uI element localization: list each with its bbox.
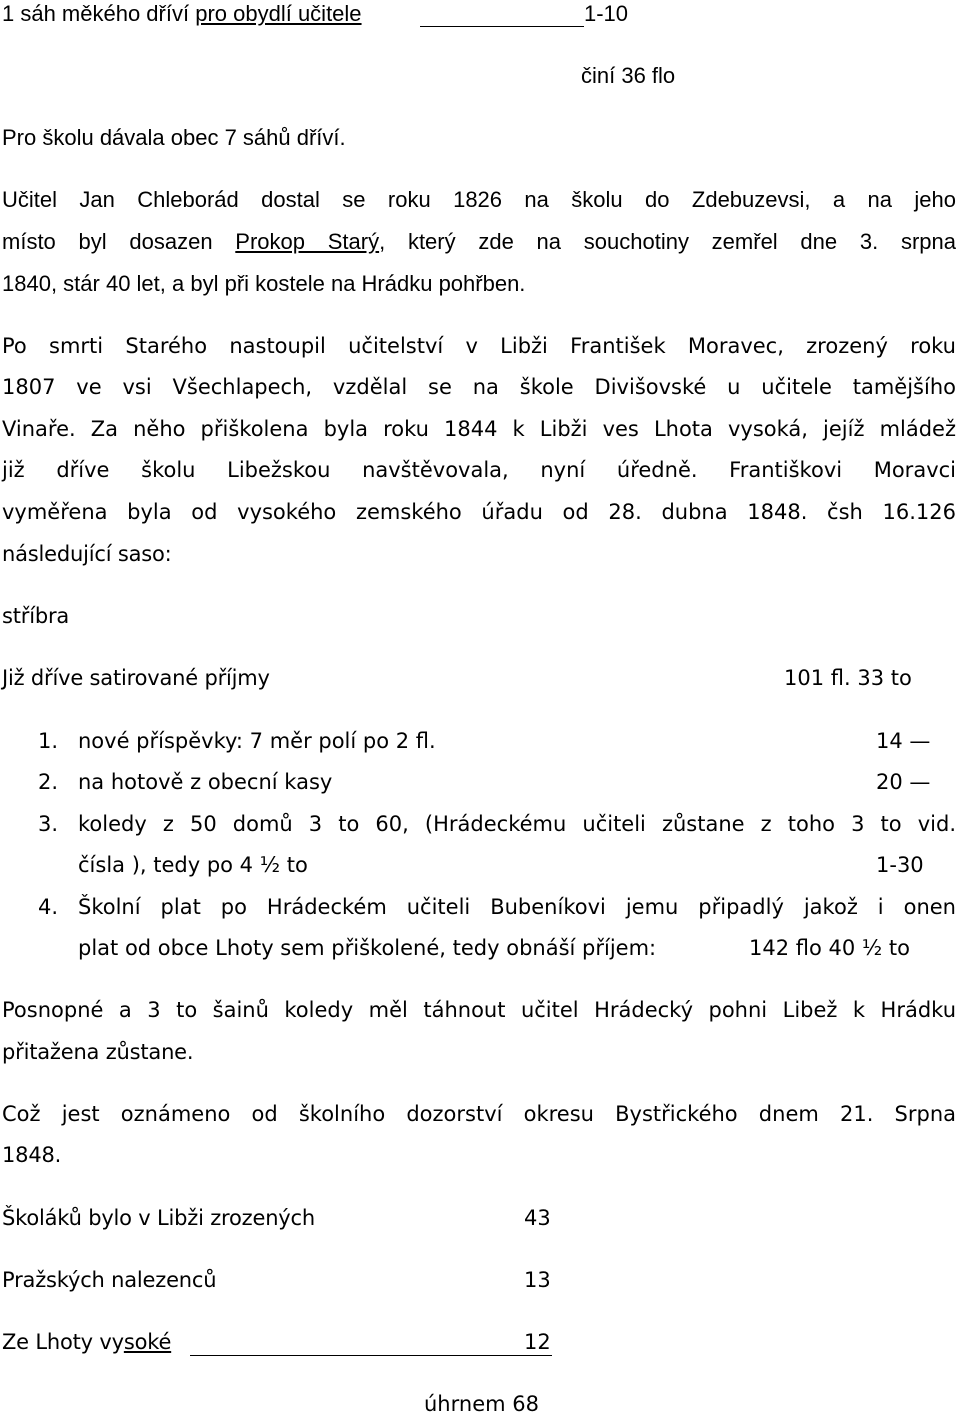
para2-line6: následující saso: bbox=[2, 542, 172, 566]
para2-line4: již dříve školu Libežskou navštěvovala, nyní úředně. Františkovi Moravci bbox=[2, 458, 956, 482]
wood-value: 1-10 bbox=[584, 1, 629, 26]
para2-line5: vyměřena byla od vysokého zemského úřadu od 28. dubna 1848. čsh 16.126 bbox=[2, 500, 956, 524]
list-item-text: nové příspěvky: 7 měr polí po 2 fl. bbox=[78, 729, 436, 753]
list-item-number: 4. bbox=[38, 895, 59, 919]
pupils-total: úhrnem 68 bbox=[424, 1392, 539, 1416]
para3-line1: Posnopné a 3 to šainů koledy měl táhnout učitel Hrádecký pohni Libež k Hrádku bbox=[2, 998, 956, 1022]
school-wood-line: Pro školu dávala obec 7 sáhů dříví. bbox=[2, 125, 346, 150]
para2-line1: Po smrti Starého nastoupil učitelství v Libži František Moravec, zrozený roku bbox=[2, 334, 956, 358]
pupils-row-value: 12 bbox=[524, 1330, 551, 1354]
list-item-text: koledy z 50 domů 3 to 60, (Hrádeckému učiteli zůstane z toho 3 to vid. bbox=[78, 812, 956, 836]
list-item-value: 20 — bbox=[876, 770, 931, 794]
text: 1 sáh měkého dříví bbox=[2, 1, 196, 26]
text: , který zde na souchotiny zemřel dne 3. srpna bbox=[379, 229, 956, 254]
para4-line2: 1848. bbox=[2, 1143, 62, 1167]
list-item-value: 14 — bbox=[876, 729, 931, 753]
para4-line1: Což jest oznámeno od školního dozorství okresu Bystřického dnem 21. Srpna bbox=[2, 1102, 956, 1126]
list-item-number: 2. bbox=[38, 770, 59, 794]
pupils-row-label bbox=[2, 1328, 171, 1356]
pupils-row-label: Školáků bylo v Libži zrozených bbox=[2, 1206, 315, 1230]
income-value: 101 fl. 33 to bbox=[784, 666, 912, 690]
list-item-text-cont: plat od obce Lhoty sem přiškolené, tedy obnáší příjem: bbox=[78, 936, 657, 960]
underlined-text: soké bbox=[123, 1330, 172, 1354]
text: místo byl dosazen bbox=[2, 229, 236, 254]
pupils-row-value: 43 bbox=[524, 1206, 551, 1230]
ledger-line-wood bbox=[2, 0, 362, 28]
underline-rule bbox=[190, 1355, 552, 1356]
para1-line3: 1840, stár 40 let, a byl při kostele na Hrádku pohřben. bbox=[2, 271, 526, 296]
para3-line2: přitažena zůstane. bbox=[2, 1040, 194, 1064]
list-item-text: na hotově z obecní kasy bbox=[78, 770, 333, 794]
list-item-value: 142 flo 40 ½ to bbox=[749, 936, 911, 960]
wood-total: činí 36 flo bbox=[581, 63, 676, 88]
underlined-name: Prokop Starý bbox=[235, 229, 380, 254]
currency-label: stříbra bbox=[2, 604, 70, 628]
list-item-number: 3. bbox=[38, 812, 59, 836]
pupils-row-label: Pražských nalezenců bbox=[2, 1268, 217, 1292]
para2-line3: Vinaře. Za něho přiškolena byla roku 1844 k Libži ves Lhota vysoká, jejíž mládež bbox=[2, 417, 956, 441]
list-item-value: 1-30 bbox=[876, 853, 924, 877]
para1-line2 bbox=[2, 228, 956, 256]
pupils-row-value: 13 bbox=[524, 1268, 551, 1292]
underline-rule bbox=[420, 26, 584, 27]
para2-line2: 1807 ve vsi Všechlapech, vzdělal se na škole Divišovské u učitele tamějšího bbox=[2, 375, 956, 399]
income-label: Již dříve satirované příjmy bbox=[2, 666, 270, 690]
underlined-text: pro obydlí učitele bbox=[195, 1, 362, 26]
para1-line1: Učitel Jan Chleborád dostal se roku 1826 na školu do Zdebuzevsi, a na jeho bbox=[2, 187, 956, 212]
list-item-text: Školní plat po Hrádeckém učiteli Bubeníkovi jemu připadlý jakož i onen bbox=[78, 895, 956, 919]
text: Ze Lhoty vy bbox=[2, 1330, 124, 1354]
list-item-number: 1. bbox=[38, 729, 59, 753]
list-item-text-cont: čísla ), tedy po 4 ½ to bbox=[78, 853, 308, 877]
